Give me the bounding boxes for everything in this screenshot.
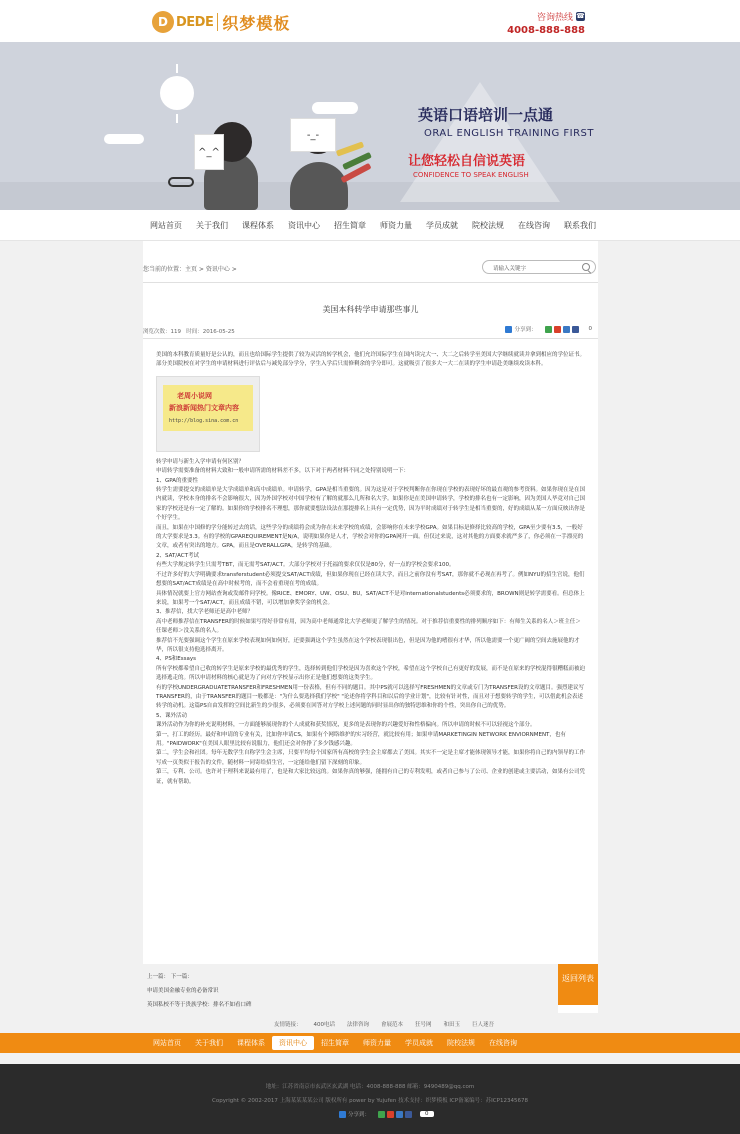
renren-icon[interactable] (572, 326, 579, 333)
friend-link[interactable]: 400电话 (313, 1022, 336, 1028)
hotline-label-row (507, 10, 585, 23)
cloud-illustration (104, 134, 144, 144)
article-paragraph: 3、推荐信，找大学老师还是高中老师？ (156, 609, 254, 616)
sun-ray (176, 114, 178, 123)
nav-item-admissions[interactable]: 招生简章 (334, 221, 366, 230)
article-paragraph: 具体情况就要上官方网站查询或发邮件问学校。像RICE、EMORY、UW、OSU、BU，SAT/ACT不是对internationalstudents必须要求的，BROWN则是转学需要看。但总体上来说，如果考一个SAT/ACT，而且成绩不错，可以增加拿奖学金的机会。 (156, 590, 585, 606)
article-paragraph: 转学生需要提交的成绩单是大学成绩单和高中成绩单。申请转学，GPA是相当重要的。因为这是对于学校判断你在你现在学校的表现好坏的最直观的参考资料。如果你现在是在国内就读，学校本身的排名不会影响很大，因为外国学校对中国学校有了解的就那么几所和名大学。如果你是在美国申请转学，学校的排名也有一定影响，因为美国人毕竟对自己国家的学校还是有一定了解的。如果你的学校排名不理想，那你就要想法设法在那提排名上具有一定优势，因为平时成绩对于转学生是相当重要的，好的成绩从某一方面反映出你是个好学生。 (156, 487, 586, 522)
friend-links (0, 1013, 740, 1033)
nav-item-news[interactable]: 资讯中心 (288, 221, 320, 230)
main-nav-list (143, 210, 603, 241)
footer-share-count: 0 (420, 1111, 434, 1117)
article-views: 浏览次数：119 (143, 329, 181, 335)
wechat-icon[interactable] (545, 326, 552, 333)
article-paragraph: 有的学校UNDERGRADUATETRANSFER和FRESHMEN用一份表格，但有不同的题目。其中PS就可以选择写FRESHMEN的文章或专门为TRANSFER设的文章题目。强烈建议写TRANSFER的，由于TRANSFER的题目一般都是："为什么要选择我们学校" "论述你将学科目和以后的学业计划"，比较有针对性，而且对于想要转学的学生，可以借此机会表述转学的动机。这篇PS自由发挥的空间比新生的少很多，必须要在回答对方学校上述问题的同时显出你的独特思维和你的个性，突出你自己的优势。 (156, 684, 584, 710)
footer-share-bar (339, 1110, 434, 1118)
sun-ray (176, 64, 178, 73)
nav-item-consult[interactable]: 在线咨询 (518, 221, 550, 230)
nav-item-achievements[interactable]: 学员成就 (426, 221, 458, 230)
article-paragraph: 有些大学规定转学生只需考TBT，而无需考SAT/ACT。大部分学校对于托福的要求仅仅是80分，好一点的学校会要求100。 (156, 562, 455, 569)
nav-item-contact[interactable]: 联系我们 (564, 221, 596, 230)
nav-item-about[interactable]: 关于我们 (196, 221, 228, 230)
article-paragraph: 5、课外活动 (156, 712, 187, 719)
banner-slogan: 让您轻松自信说英语 (408, 154, 526, 169)
banner-triangle-decoration (400, 82, 560, 202)
nav-item-courses[interactable]: 课程体系 (242, 221, 274, 230)
search-box[interactable] (482, 260, 596, 274)
article-image-caption-3: http://blog.sina.com.cn (169, 417, 239, 424)
article-panel (143, 241, 598, 1013)
qzone-icon[interactable] (396, 1111, 403, 1118)
share-plus-icon[interactable] (339, 1111, 346, 1118)
friend-link[interactable]: 會展范本 (381, 1022, 404, 1028)
friend-link[interactable]: 巨人迷吾 (472, 1022, 495, 1028)
student-boy-illustration (290, 162, 348, 210)
divider (143, 282, 598, 283)
glasses-illustration (168, 177, 194, 187)
footer-nav-admissions[interactable]: 招生简章 (321, 1039, 349, 1047)
hero-banner (0, 42, 740, 210)
footer-copyright: Copyright © 2002-2017 上海某某某某公司 版权所有 power by Yujufen 技术支持：织梦模板 ICP备案编号：苏ICP12345678 (212, 1098, 528, 1104)
footer-nav (0, 1033, 740, 1053)
friend-link[interactable]: 法律咨询 (347, 1022, 370, 1028)
sign-card-left: ^_^ (194, 134, 224, 170)
prev-article-link[interactable]: 申请美国金融专业的必备常识 (147, 988, 219, 994)
hotline-label: 咨询热线 (536, 13, 573, 23)
breadcrumb[interactable]: 您当前的位置：主页 > 资讯中心 > (143, 266, 237, 273)
banner-subtitle: ORAL ENGLISH TRAINING FIRST (424, 128, 595, 139)
article-paragraph: 高中老师推荐信在TRANSFER的时候如果写得好非常有用，因为高中老师通常比大学老师更了解学生的情况。对于推荐信重要性的排列顺序如下：有师生关系的名人＞班主任＞任课老师＞没关系的名人。 (156, 618, 581, 635)
article-image-caption-2: 新浪新闻热门文章内容 (169, 403, 239, 412)
search-input[interactable]: 请输入关键字 (493, 266, 527, 272)
footer-nav-list (146, 1033, 524, 1053)
nav-item-home[interactable]: 网站首页 (150, 221, 182, 230)
footer-nav-consult[interactable]: 在线咨询 (489, 1039, 517, 1047)
search-icon[interactable] (582, 263, 590, 271)
site-footer (0, 1064, 740, 1134)
article-paragraph: 申请转学需要准备的材料大致和一般申请所需的材料差不多，以下对于两者材料不同之处特别说明一下： (156, 468, 410, 475)
hotline-number: 4008-888-888 (507, 25, 585, 36)
logo-text-en: DEDE (176, 14, 214, 30)
hotline (507, 10, 585, 36)
sun-illustration (160, 76, 194, 110)
article-title: 美国本科转学申请那些事儿 (322, 305, 419, 314)
article-body (156, 351, 586, 787)
logo-separator (217, 13, 218, 31)
article-paragraph: 而且，如果在中国修的学分能转过去的话，这些学分的成绩将会成为你在未来学校的成绩，会影响你在未来学校GPA。如果目标是修择比较高的学校，GPA至少要有3.5，一般好的大学要求是3.3。有的学校的GPAREQUIREMENT是N/A，说明如果你是人才，学校会对你的GPA网开一面。但仅过来说，这对其他的方面要求就严多了，你必须在一手漂亮的文章，或者有突出的地方。GPA，而且是OVERALLGPA，是转学的基础。 (156, 524, 584, 550)
article-paragraph: 第一，打工的经历。最好和申请的专业有关，比如你申请CS，如果有个网络维护的实习经营，就比较有用；如果申请MARKETINGIN NETWORK ENVIORNMENT，也有用。"PAIDWORK"在美国人眼里比较有说服力，他们还会对你挣了多少钱感兴趣。 (156, 731, 566, 747)
pencil-illustration (336, 141, 364, 156)
article-paragraph: 推荐信不光要强调这个学生在原来学校表现如何如何好，还要强调这个学生虽然在这个学校表现很出色，但是因为他的嗜很有才华，所以他需要一个更广阔的空间去施展他的才华，所以很支持他选择离开。 (156, 637, 580, 653)
logo-badge: D (152, 11, 174, 33)
cloud-illustration (312, 102, 358, 114)
share-plus-icon[interactable] (505, 326, 512, 333)
sign-card-right: -_- (290, 118, 336, 152)
article-paragraph: 所有学校都希望自己收的转学生是原来学校的最优秀的学生，选择转到他们学校是因为喜欢这个学校，希望在这个学校自己有更好的发展，而不是在原来的学校混得很糟糕而被迫选择逃走的。所以申请材料的核心就是为了向对方学校显示出你正是他们想要的这类学生。 (156, 665, 586, 682)
weibo-icon[interactable] (387, 1111, 394, 1118)
phone-icon: ☎ (576, 12, 585, 20)
article-paragraph: 2、SAT/ACT考试 (156, 552, 200, 559)
friend-links-list (274, 1020, 494, 1028)
article-image-caption-1: 老周小说网 (177, 391, 212, 400)
back-to-list-button[interactable]: 返回列表 (558, 964, 598, 1005)
main-nav (0, 210, 740, 241)
article-paragraph: 转学申请与新生入学申请有何区别？ (156, 458, 245, 465)
article-paragraph: 4、PS和Essays (156, 656, 197, 663)
footer-nav-home[interactable]: 网站首页 (153, 1039, 181, 1047)
weibo-icon[interactable] (554, 326, 561, 333)
article-paragraph: 第三，专利、公司。也许对于理科来说最有用了，也是和大家比较远的。如果你真的够强，能拥有自己的专利发明，或者自己参与了公司、企业的创建或主要活动，如果有公司凭证，就有帮助。 (156, 769, 586, 785)
share-label: 分享到： (514, 327, 537, 333)
footer-nav-achievements[interactable]: 学员成就 (405, 1039, 433, 1047)
footer-nav-regulations[interactable]: 院校法规 (447, 1039, 475, 1047)
friend-link[interactable]: 狂号网 (415, 1022, 432, 1028)
banner-slogan-en: CONFIDENCE TO SPEAK ENGLISH (413, 171, 529, 179)
qzone-icon[interactable] (563, 326, 570, 333)
footer-share-label: 分享到： (348, 1112, 371, 1118)
article-paragraph: 第二，学生会和社团。每年无数学生自称学生会主席，只要平均每个国家所有高校的学生会主席都去了美国。其实不一定是主席才能体现领导才能，如果你将自己的内领导的工作写成一页类似于报告的文件，随材料一同寄给招生官，一定能给他们留下深刻的印象。 (156, 750, 586, 766)
banner-floor (0, 182, 740, 210)
footer-nav-about[interactable]: 关于我们 (195, 1039, 223, 1047)
footer-nav-teachers[interactable]: 师资力量 (363, 1039, 391, 1047)
divider (143, 338, 598, 339)
article-intro: 美国的本科教育质量好是公认的，而且也给国际学生提供了较为灵活的转学机会，他们允许国际学生在国内读完大一、大二之后转学至美国大学继续就读并拿到相应的学位证书。部分美国院校在对学生的申请材料进行评估后与减免部分学分，学生入学后只需修剩余的学分即可。这就吸引了很多大一大二在读的学生申请赴美继续攻读本科。 (156, 352, 586, 368)
next-article-link[interactable]: 英国私校不等于贵族学校：排名不如看口碑 (147, 1002, 252, 1008)
site-header (0, 0, 740, 42)
footer-address: 地址：江苏省南京市玄武区玄武湖 电话：4008-888-888 邮箱：9490489@qq.com (265, 1084, 475, 1090)
article-meta (143, 327, 235, 335)
friend-links-label: 友情链接： (274, 1022, 302, 1028)
prev-next-label: 上一篇： 下一篇： (147, 974, 193, 980)
article-paragraph: 1、GPA的重要性 (156, 477, 198, 484)
prev-next-box (143, 964, 558, 1013)
logo-text-cn: 织梦模板 (222, 13, 291, 33)
renren-icon[interactable] (405, 1111, 412, 1118)
footer-nav-news[interactable]: 资讯中心 (272, 1036, 314, 1050)
site-logo[interactable] (152, 9, 290, 35)
banner-title: 英语口语培训一点通 (418, 106, 554, 124)
article-time: 时间：2016-05-25 (186, 329, 235, 335)
article-paragraph: 不过许多好的大学明确要求transferstudent必须提交SAT/ACT成绩，但如果你现在已经在读大学，而且之前你没有考SAT，那你就不必现在再考了。例如NYU的招生官说，他们想要的SAT/ACT成绩是在高中时候考的，而不会看重现在考的成绩。 (156, 571, 585, 588)
share-bar (505, 325, 592, 333)
article-image (156, 376, 260, 452)
friend-link[interactable]: 和田玉 (443, 1022, 461, 1028)
article-paragraph: 课外活动作为你的补充说明材料，一方面能够展现你的个人成就和获奖情况，更多的是表现你的兴趣爱好和性格偏向。所以申请的时候不可以轻视这个部分。 (156, 722, 536, 729)
share-count: 0 (588, 326, 592, 332)
footer-nav-courses[interactable]: 课程体系 (237, 1039, 265, 1047)
wechat-icon[interactable] (378, 1111, 385, 1118)
nav-item-teachers[interactable]: 师资力量 (380, 221, 412, 230)
nav-item-regulations[interactable]: 院校法规 (472, 221, 504, 230)
